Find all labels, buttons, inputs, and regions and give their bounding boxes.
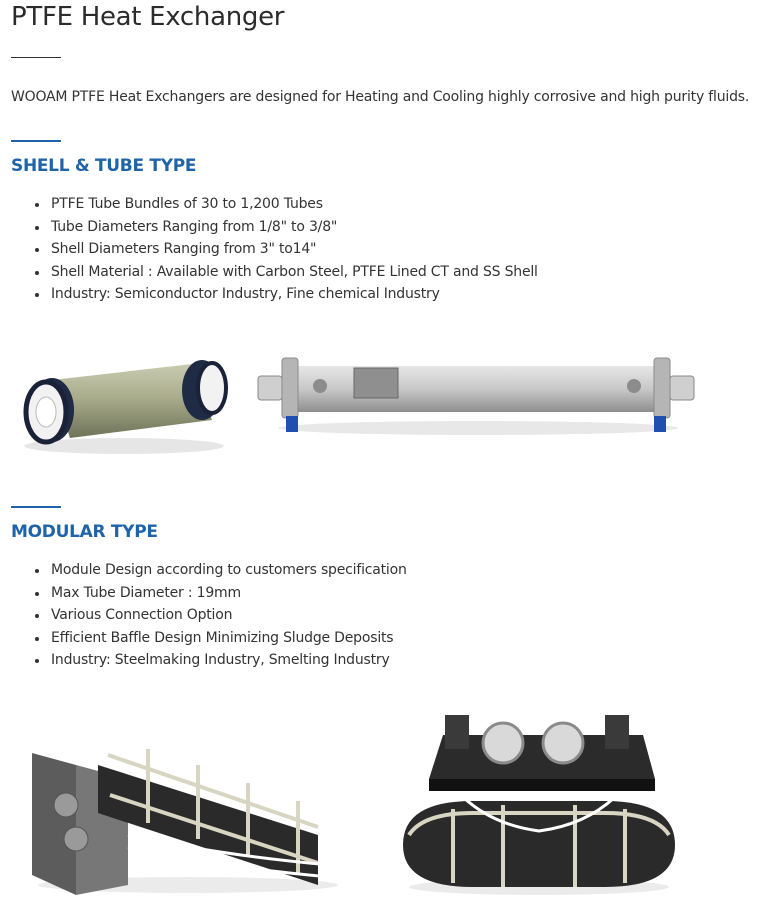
list-item: Shell Diameters Ranging from 3" to14" <box>32 238 538 261</box>
shell-tube-feature-list <box>32 193 538 306</box>
list-item: Module Design according to customers specification <box>32 559 407 582</box>
list-item: Shell Material : Available with Carbon Steel, PTFE Lined CT and SS Shell <box>32 261 538 284</box>
title-divider <box>11 57 61 58</box>
page-title: PTFE Heat Exchanger <box>11 2 285 32</box>
shell-tube-steel-photo <box>256 352 698 440</box>
list-item: Efficient Baffle Design Minimizing Sludge Deposits <box>32 627 407 650</box>
shell-tube-heading: SHELL & TUBE TYPE <box>11 156 197 176</box>
list-item: Tube Diameters Ranging from 1/8" to 3/8" <box>32 216 538 239</box>
modular-block-photo <box>393 705 685 897</box>
list-item: Industry: Semiconductor Industry, Fine chemical Industry <box>32 283 538 306</box>
list-item: Various Connection Option <box>32 604 407 627</box>
modular-bundle-photo <box>18 735 340 900</box>
list-item: Industry: Steelmaking Industry, Smelting Industry <box>32 649 407 672</box>
intro-text: WOOAM PTFE Heat Exchangers are designed for Heating and Cooling highly corrosive and high purity fluids. <box>11 89 750 105</box>
shell-tube-divider <box>11 140 61 142</box>
modular-heading: MODULAR TYPE <box>11 522 158 542</box>
modular-feature-list <box>32 559 407 672</box>
shell-tube-lined-photo <box>12 350 234 465</box>
list-item: Max Tube Diameter : 19mm <box>32 582 407 605</box>
list-item: PTFE Tube Bundles of 30 to 1,200 Tubes <box>32 193 538 216</box>
modular-divider <box>11 506 61 508</box>
